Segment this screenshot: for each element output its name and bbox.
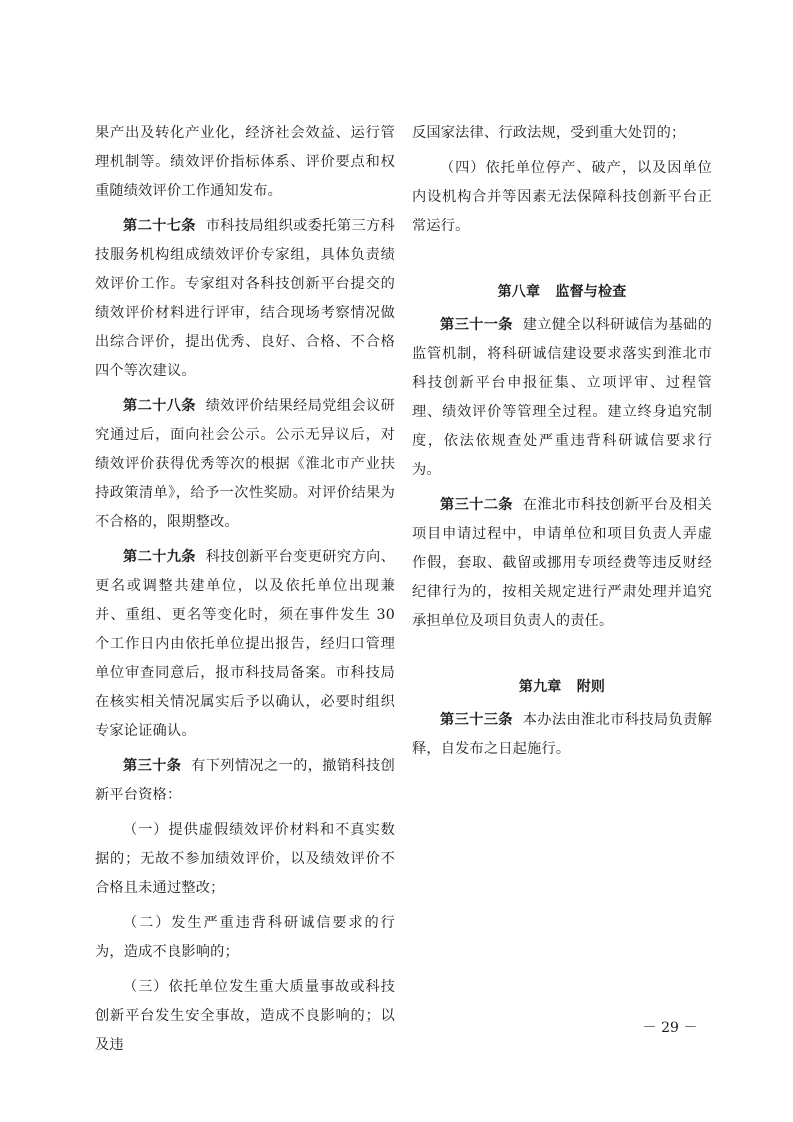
left-column xyxy=(95,119,395,1066)
list-item-2: （二）发生严重违背科研诚信要求的行为，造成不良影响的； xyxy=(95,915,395,960)
article-27-text: 市科技局组织或委托第三方科技服务机构组成绩效评价专家组，具体负责绩效评价工作。专家组对各科技创新平台提交的绩效评价材料进行评审，结合现场考察情况做出综合评价，提出优秀、良好、合格、不合格四个等次建议。 xyxy=(95,218,395,379)
article-33 xyxy=(412,706,712,764)
article-32-text: 在淮北市科技创新平台及相关项目申请过程中，申请单位和项目负责人弄虚作假，套取、截留或挪用专项经费等违反财经纪律行为的，按相关规定进行严肃处理并追究承担单位及项目负责人的责任。 xyxy=(412,497,712,629)
chapter-9-heading: 第九章 附则 xyxy=(518,679,606,695)
article-32-heading: 第三十二条 xyxy=(440,497,513,513)
list-item-1: （一）提供虚假绩效评价材料和不真实数据的；无故不参加绩效评价，以及绩效评价不合格且未通过整改； xyxy=(95,822,395,896)
article-33-text: 本办法由淮北市科技局负责解释，自发布之日起施行。 xyxy=(412,712,712,757)
page-number: － 29 － xyxy=(642,1020,698,1036)
list-item-4: （四）依托单位停产、破产，以及因单位内设机构合并等因素无法保障科技创新平台正常运行。 xyxy=(412,160,712,234)
chapter-8-heading: 第八章 监督与检查 xyxy=(497,284,627,300)
article-27 xyxy=(95,212,395,386)
article-31-heading: 第三十一条 xyxy=(440,317,513,333)
article-30 xyxy=(95,752,395,810)
article-28 xyxy=(95,392,395,537)
article-31-text: 建立健全以科研诚信为基础的监管机制，将科研诚信建设要求落实到淮北市科技创新平台申报征集、立项评审、过程管理、绩效评价等管理全过程。建立终身追究制度，依法依规查处严重违背科研诚信要求行为。 xyxy=(412,317,712,478)
article-32 xyxy=(412,491,712,636)
article-29-text: 科技创新平台变更研究方向、更名或调整共建单位，以及依托单位出现兼并、重组、更名等变化时，须在事件发生 30 个工作日内由依托单位提出报告，经归口管理单位审查同意后，报市科技局备案。市科技局在核实相关情况属实后予以确认，必要时组织专家论证确认。 xyxy=(95,549,395,739)
article-28-text: 绩效评价结果经局党组会议研究通过后，面向社会公示。公示无异议后，对绩效评价获得优秀等次的根据《淮北市产业扶持政策清单》，给予一次性奖励。对评价结果为不合格的，限期整改。 xyxy=(95,398,395,530)
article-33-heading: 第三十三条 xyxy=(440,712,513,728)
article-28-heading: 第二十八条 xyxy=(123,398,196,414)
article-29-heading: 第二十九条 xyxy=(123,549,196,565)
article-31 xyxy=(412,311,712,485)
article-29 xyxy=(95,543,395,746)
paragraph-continuation: 果产出及转化产业化，经济社会效益、运行管理机制等。绩效评价指标体系、评价要点和权重随绩效评价工作通知发布。 xyxy=(95,125,395,199)
article-27-heading: 第二十七条 xyxy=(123,218,196,234)
list-item-3: （三）依托单位发生重大质量事故或科技创新平台发生安全事故，造成不良影响的；以及违 xyxy=(95,979,395,1053)
article-30-text: 有下列情况之一的，撤销科技创新平台资格： xyxy=(95,758,395,803)
article-30-heading: 第三十条 xyxy=(123,758,182,774)
paragraph-continuation-right: 反国家法律、行政法规，受到重大处罚的； xyxy=(412,125,686,141)
right-column xyxy=(412,119,712,770)
